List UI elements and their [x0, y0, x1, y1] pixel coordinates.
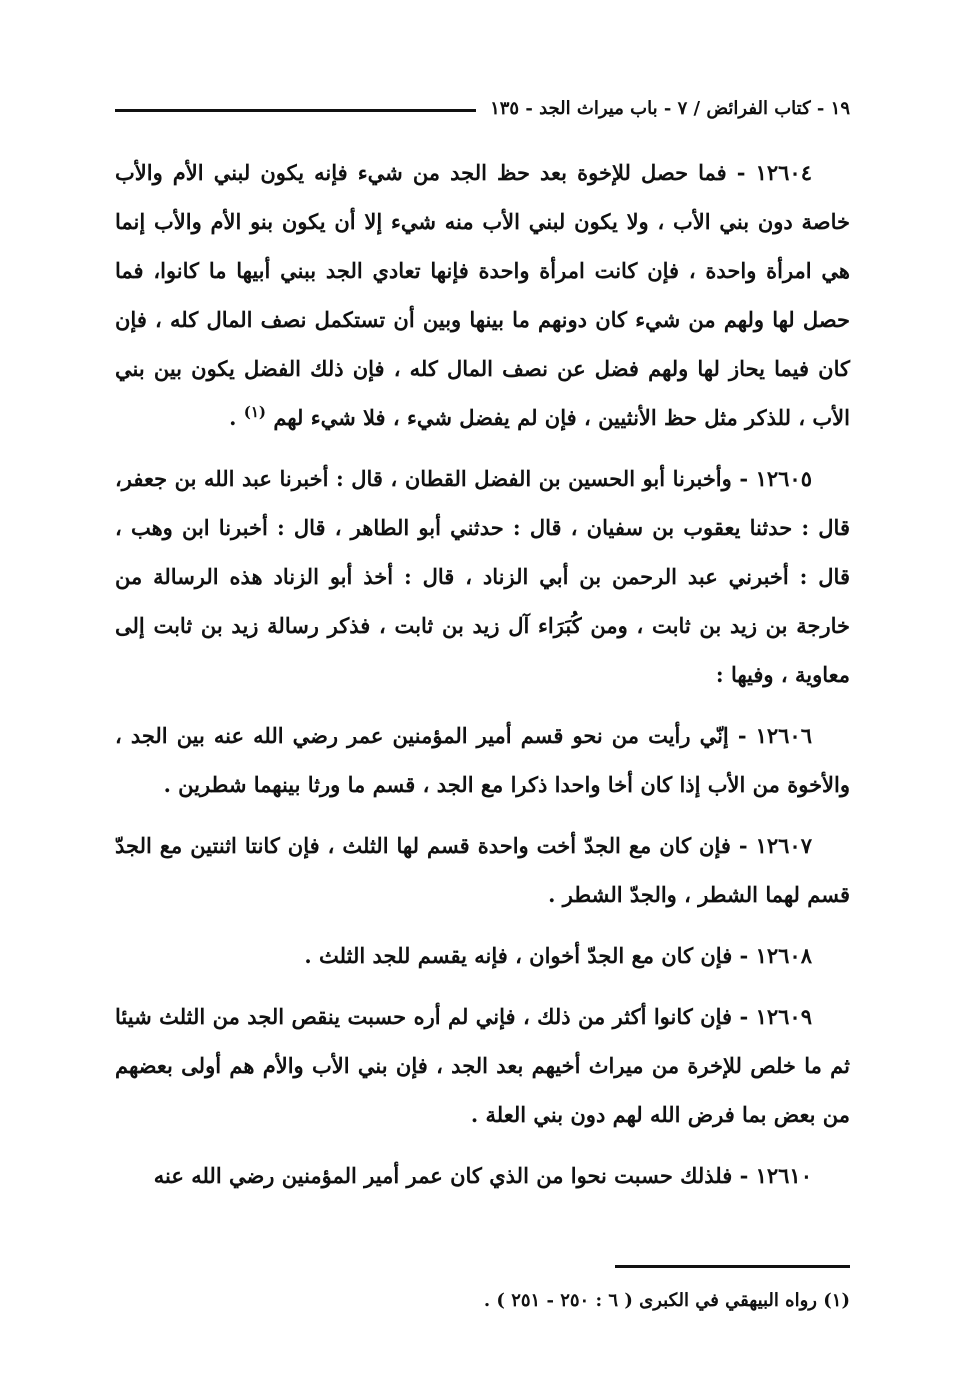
- header-rule: [115, 109, 476, 112]
- paragraph-text: ١٢٦٠٤ - فما حصل للإخوة بعد حظ الجد من شيء فإنه يكون لبني الأم والأب خاصة دون بني الأب ، ولا يكون لبني الأب منه شيء إلا أن يكون بنو الأم والأب إنما هي امرأة واحدة ، فإن كانت امرأة واحدة فإنها تعادي الجد ببني أبيها ما كانوا، فما حصل لها ولهم من شيء كان دونهم ما بينها وبين أن تستكمل نصف المال كله ، فإن كان فيما يحاز لها ولهم فضل عن نصف المال كله ، فإن ذلك الفضل يكون بين بني الأب ، للذكر مثل حظ الأنثيين ، فإن لم يفضل شيء ، فلا شيء لهم: [115, 160, 850, 430]
- paragraph-12610: ١٢٦١٠ - فلذلك حسبت نحوا من الذي كان عمر أمير المؤمنين رضي الله عنه: [153, 1163, 812, 1188]
- header-title: ١٩ - كتاب الفرائض / ٧ - باب ميراث الجد - ١٣٥: [490, 97, 850, 119]
- footnote-reference[interactable]: (١): [243, 403, 267, 421]
- running-header: [115, 88, 850, 128]
- paragraph-12606: ١٢٦٠٦ - إنّي رأيت من نحو قسم أمير المؤمنين عمر رضي الله عنه بين الجد ، والأخوة من الأب إذا كان أخا واحدا ذكرا مع الجد ، قسم ما ورثا بينهما شطرين .: [115, 723, 850, 797]
- paragraph-12608: ١٢٦٠٨ - فإن كان مع الجدّ أخوان ، فإنه يقسم للجد الثلث .: [304, 943, 812, 968]
- footnote: (١) رواه البيهقي في الكبرى ( ٦ : ٢٥٠ - ٢٥١ ) .: [483, 1290, 850, 1311]
- footnote-separator: [615, 1265, 850, 1268]
- paragraph-tail: .: [229, 405, 244, 430]
- paragraph-12607: ١٢٦٠٧ - فإن كان مع الجدّ أخت واحدة قسم لها الثلث ، فإن كانتا اثنتين مع الجدّ قسم لهما الشطر ، والجدّ الشطر .: [115, 833, 850, 907]
- paragraph-12609: ١٢٦٠٩ - فإن كانوا أكثر من ذلك ، فإني لم أره حسبت ينقص الجد من الثلث شيئا ثم ما خلص للإخرة من ميراث أخيهم بعد الجد ، فإن بني الأب والأم هم أولى بعضهم من بعض بما فرض الله لهم دون بني العلة .: [115, 1004, 850, 1127]
- body-text: [115, 148, 850, 1212]
- paragraph-12604: [115, 148, 850, 442]
- paragraph-12605: ١٢٦٠٥ - وأخبرنا أبو الحسين بن الفضل القطان ، قال : أخبرنا عبد الله بن جعفر، قال : حدثنا يعقوب بن سفيان ، قال : حدثني أبو الطاهر ، قال : أخبرنا ابن وهب ، قال : أخبرني عبد الرحمن بن أبي الزناد ، قال : أخذ أبو الزناد هذه الرسالة من خارجة بن زيد بن ثابت ، ومن كُبَرَاء آل زيد بن ثابت ، فذكر رسالة زيد بن ثابت إلى معاوية ، وفيها :: [115, 466, 850, 687]
